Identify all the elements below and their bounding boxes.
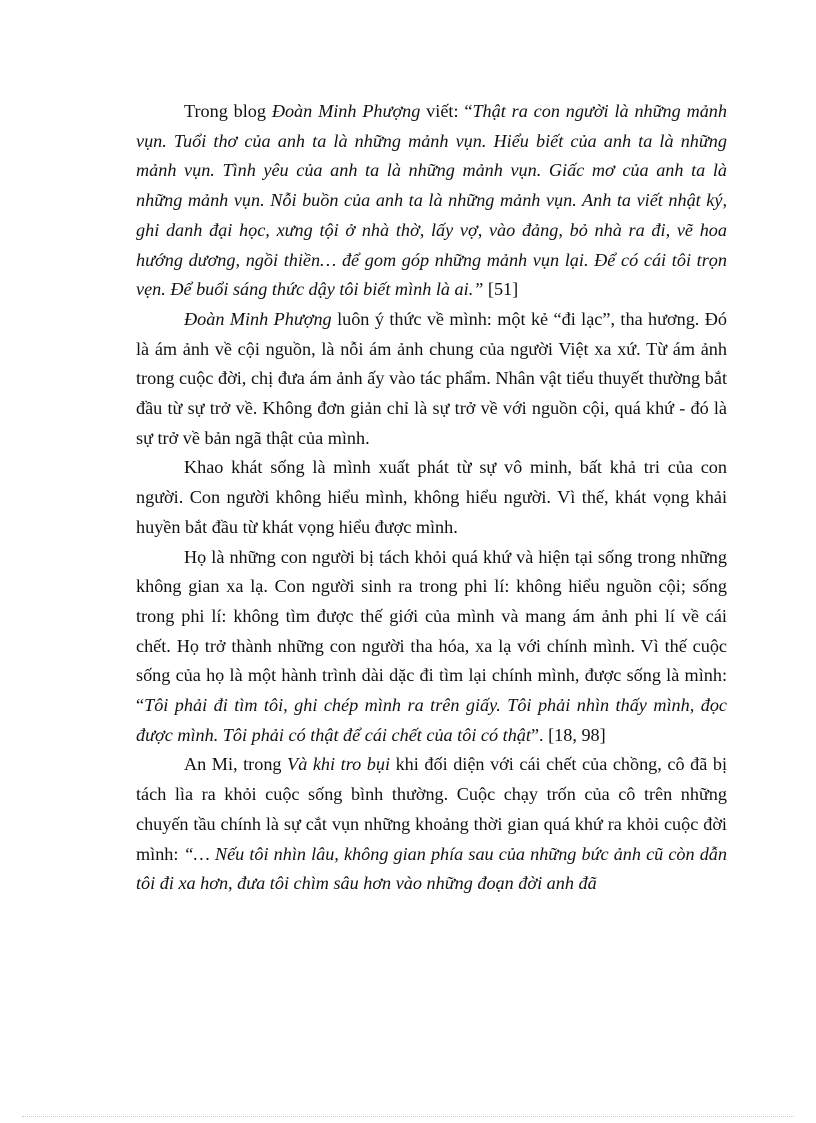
text-run: Trong blog	[184, 101, 272, 121]
text-run: Họ là những con người bị tách khỏi quá khứ và hiện tại sống trong những không gian xa lạ. Con người sinh ra trong phi lí: không hiểu nguồn cội; sống trong phi lí: không tìm được thế giới của mình và mang ám ảnh phi lí về cái chết. Họ trở thành những con người tha hóa, xa lạ với chính mình. Vì thế cuộc sống của họ là một hành trình dài dặc đi tìm lại chính mình, được sống là mình: “	[136, 546, 727, 716]
text-run: khi đối diện với cái chết của chồng, cô đã bị tách lìa ra khỏi cuộc sống bình thường. Cuộc chạy trốn của cô trên những chuyến tầu chính là sự cắt vụn những khoảng thời gian quá khứ ra khỏi cuộc đời mình:	[136, 754, 728, 864]
document-body	[136, 97, 727, 899]
paragraph-blog-quote	[136, 97, 727, 305]
paragraph-exile	[136, 305, 727, 454]
text-run: An Mi, trong	[184, 754, 288, 775]
text-run-quote: Thật ra con người là những mảnh vụn. Tuổi thơ của anh ta là những mảnh vụn. Hiểu biết của anh ta là những mảnh vụn. Tình yêu của anh ta là những mảnh vụn. Giấc mơ của anh ta là những mảnh vụn. Nỗi buồn của anh ta là những mảnh vụn. Anh ta viết nhật ký, ghi danh đại học, xưng tội ở nhà thờ, lấy vợ, vào đảng, bỏ nhà ra đi, vẽ hoa hướng dương, ngồi thiền… để gom góp những mảnh vụn lại. Để có cái tôi trọn vẹn. Để buổi sáng thức dậy tôi biết mình là ai.”	[136, 101, 727, 300]
paragraph-longing	[136, 453, 727, 542]
text-run-quote: “… Nếu tôi nhìn lâu, không gian phía sau của những bức ảnh cũ còn dẫn tôi đi xa hơn, đưa tôi chìm sâu hơn vào những đoạn đời anh đã	[136, 843, 727, 894]
text-run-citation: ”. [18, 98]	[530, 724, 606, 745]
text-run-book-title: Và khi tro bụi	[287, 754, 391, 775]
paragraph-alienation	[136, 543, 727, 751]
text-run: luôn ý thức về mình: một kẻ “đi lạc”, tha hương. Đó là ám ảnh về cội nguồn, là nỗi ám ảnh chung của người Việt xa xứ. Từ ám ảnh trong cuộc đời, chị đưa ám ảnh ấy vào tác phẩm. Nhân vật tiểu thuyết thường bắt đầu từ sự trở về. Không đơn giản chỉ là sự trở về với nguồn cội, quá khứ - đó là sự trở về bản ngã thật của mình.	[136, 308, 727, 448]
text-run: viết: “	[420, 101, 473, 121]
text-run-author-name: Đoàn Minh Phượng	[184, 308, 332, 329]
text-run-author-name: Đoàn Minh Phượng	[271, 101, 421, 121]
paragraph-an-mi	[136, 750, 727, 899]
page-bottom-divider	[22, 1116, 794, 1117]
text-run: Khao khát sống là mình xuất phát từ sự vô minh, bất khả tri của con người. Con người không hiểu mình, không hiểu người. Vì thế, khát vọng khải huyền bắt đầu từ khát vọng hiểu được mình.	[136, 457, 727, 537]
text-run-quote: Tôi phải đi tìm tôi, ghi chép mình ra trên giấy. Tôi phải nhìn thấy mình, đọc được mình. Tôi phải có thật để cái chết của tôi có thật	[136, 695, 727, 745]
text-run-citation: [51]	[483, 279, 519, 300]
